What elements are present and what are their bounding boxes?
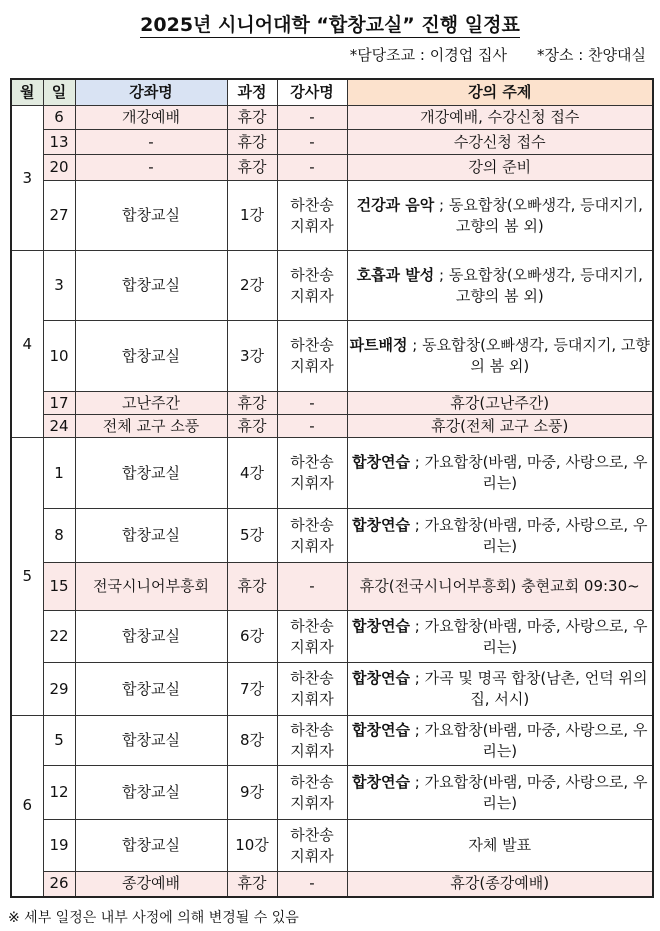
day-cell: 22 xyxy=(43,611,75,663)
instructor-cell: 하찬송 지휘자 xyxy=(277,181,347,251)
schedule-table xyxy=(10,78,654,898)
day-cell: 3 xyxy=(43,251,75,321)
month-cell: 3 xyxy=(11,106,43,251)
table-row xyxy=(11,155,653,181)
table-row xyxy=(11,663,653,716)
instructor-cell: 하찬송 지휘자 xyxy=(277,509,347,563)
table-row xyxy=(11,392,653,415)
place-info: *장소 : 찬양대실 xyxy=(536,46,646,64)
header-topic: 강의 주제 xyxy=(347,79,653,106)
day-cell: 29 xyxy=(43,663,75,716)
table-row xyxy=(11,563,653,611)
instructor-cell: - xyxy=(277,872,347,897)
table-row xyxy=(11,716,653,766)
topic-cell: 합창연습 ; 가곡 및 명곡 합창(남촌, 언덕 위의 집, 서시) xyxy=(347,663,653,716)
course-name-cell: 합창교실 xyxy=(75,181,227,251)
table-row xyxy=(11,106,653,130)
session-cell: 3강 xyxy=(227,321,277,392)
day-cell: 20 xyxy=(43,155,75,181)
course-name-cell: 합창교실 xyxy=(75,766,227,820)
day-cell: 8 xyxy=(43,509,75,563)
course-name-cell: 개강예배 xyxy=(75,106,227,130)
table-row xyxy=(11,130,653,155)
day-cell: 12 xyxy=(43,766,75,820)
day-cell: 15 xyxy=(43,563,75,611)
header-course-name: 강좌명 xyxy=(75,79,227,106)
session-cell: 휴강 xyxy=(227,155,277,181)
header-month: 월 xyxy=(11,79,43,106)
topic-cell: 호흡과 발성 ; 동요합창(오빠생각, 등대지기, 고향의 봄 외) xyxy=(347,251,653,321)
instructor-cell: 하찬송 지휘자 xyxy=(277,716,347,766)
course-name-cell: - xyxy=(75,130,227,155)
course-name-cell: 합창교실 xyxy=(75,509,227,563)
session-cell: 8강 xyxy=(227,716,277,766)
session-cell: 휴강 xyxy=(227,563,277,611)
course-name-cell: 합창교실 xyxy=(75,716,227,766)
instructor-cell: - xyxy=(277,130,347,155)
instructor-cell: - xyxy=(277,155,347,181)
page-title: 2025년 시니어대학 “합창교실” 진행 일정표 xyxy=(140,14,520,36)
day-cell: 1 xyxy=(43,438,75,509)
session-cell: 휴강 xyxy=(227,392,277,415)
topic-cell: 합창연습 ; 가요합창(바램, 마중, 사랑으로, 우리는) xyxy=(347,509,653,563)
session-cell: 4강 xyxy=(227,438,277,509)
instructor-cell: 하찬송 지휘자 xyxy=(277,251,347,321)
session-cell: 휴강 xyxy=(227,130,277,155)
table-row xyxy=(11,321,653,392)
topic-cell: 합창연습 ; 가요합창(바램, 마중, 사랑으로, 우리는) xyxy=(347,716,653,766)
table-row xyxy=(11,509,653,563)
course-name-cell: 합창교실 xyxy=(75,611,227,663)
topic-cell: 자체 발표 xyxy=(347,820,653,872)
session-cell: 휴강 xyxy=(227,872,277,897)
header-instructor: 강사명 xyxy=(277,79,347,106)
meta-info xyxy=(350,44,646,65)
session-cell: 6강 xyxy=(227,611,277,663)
topic-cell: 수강신청 접수 xyxy=(347,130,653,155)
month-cell: 5 xyxy=(11,438,43,716)
course-name-cell: 고난주간 xyxy=(75,392,227,415)
session-cell: 10강 xyxy=(227,820,277,872)
instructor-cell: - xyxy=(277,392,347,415)
day-cell: 26 xyxy=(43,872,75,897)
day-cell: 13 xyxy=(43,130,75,155)
instructor-cell: - xyxy=(277,106,347,130)
session-cell: 5강 xyxy=(227,509,277,563)
course-name-cell: - xyxy=(75,155,227,181)
course-name-cell: 종강예배 xyxy=(75,872,227,897)
instructor-cell: 하찬송 지휘자 xyxy=(277,611,347,663)
topic-cell: 휴강(전국시니어부흥회) 충현교회 09:30~ xyxy=(347,563,653,611)
day-cell: 24 xyxy=(43,415,75,438)
instructor-cell: 하찬송 지휘자 xyxy=(277,766,347,820)
instructor-cell: - xyxy=(277,415,347,438)
session-cell: 1강 xyxy=(227,181,277,251)
topic-cell: 휴강(종강예배) xyxy=(347,872,653,897)
instructor-cell: 하찬송 지휘자 xyxy=(277,663,347,716)
course-name-cell: 전체 교구 소풍 xyxy=(75,415,227,438)
course-name-cell: 전국시니어부흥회 xyxy=(75,563,227,611)
month-cell: 4 xyxy=(11,251,43,438)
day-cell: 19 xyxy=(43,820,75,872)
month-cell: 6 xyxy=(11,716,43,897)
session-cell: 9강 xyxy=(227,766,277,820)
table-row xyxy=(11,415,653,438)
topic-cell: 개강예배, 수강신청 접수 xyxy=(347,106,653,130)
course-name-cell: 합창교실 xyxy=(75,321,227,392)
footer-note: ※ 세부 일정은 내부 사정에 의해 변경될 수 있음 xyxy=(8,910,299,926)
table-row xyxy=(11,438,653,509)
day-cell: 17 xyxy=(43,392,75,415)
session-cell: 2강 xyxy=(227,251,277,321)
course-name-cell: 합창교실 xyxy=(75,251,227,321)
instructor-cell: 하찬송 지휘자 xyxy=(277,321,347,392)
instructor-cell: 하찬송 지휘자 xyxy=(277,438,347,509)
day-cell: 10 xyxy=(43,321,75,392)
session-cell: 휴강 xyxy=(227,415,277,438)
header-day: 일 xyxy=(43,79,75,106)
instructor-cell: 하찬송 지휘자 xyxy=(277,820,347,872)
topic-cell: 휴강(전체 교구 소풍) xyxy=(347,415,653,438)
day-cell: 6 xyxy=(43,106,75,130)
header-session: 과정 xyxy=(227,79,277,106)
topic-cell: 강의 준비 xyxy=(347,155,653,181)
session-cell: 휴강 xyxy=(227,106,277,130)
topic-cell: 합창연습 ; 가요합창(바램, 마중, 사랑으로, 우리는) xyxy=(347,438,653,509)
topic-cell: 합창연습 ; 가요합창(바램, 마중, 사랑으로, 우리는) xyxy=(347,611,653,663)
table-row xyxy=(11,766,653,820)
course-name-cell: 합창교실 xyxy=(75,438,227,509)
day-cell: 5 xyxy=(43,716,75,766)
session-cell: 7강 xyxy=(227,663,277,716)
instructor-cell: - xyxy=(277,563,347,611)
topic-cell: 파트배정 ; 동요합창(오빠생각, 등대지기, 고향의 봄 외) xyxy=(347,321,653,392)
table-row xyxy=(11,181,653,251)
topic-cell: 건강과 음악 ; 동요합창(오빠생각, 등대지기, 고향의 봄 외) xyxy=(347,181,653,251)
table-row xyxy=(11,872,653,897)
day-cell: 27 xyxy=(43,181,75,251)
topic-cell: 휴강(고난주간) xyxy=(347,392,653,415)
course-name-cell: 합창교실 xyxy=(75,663,227,716)
course-name-cell: 합창교실 xyxy=(75,820,227,872)
table-row xyxy=(11,251,653,321)
topic-cell: 합창연습 ; 가요합창(바램, 마중, 사랑으로, 우리는) xyxy=(347,766,653,820)
table-row xyxy=(11,820,653,872)
table-row xyxy=(11,611,653,663)
table-header-row xyxy=(11,79,653,106)
manager-info: *담당조교 : 이경업 집사 xyxy=(349,46,507,64)
